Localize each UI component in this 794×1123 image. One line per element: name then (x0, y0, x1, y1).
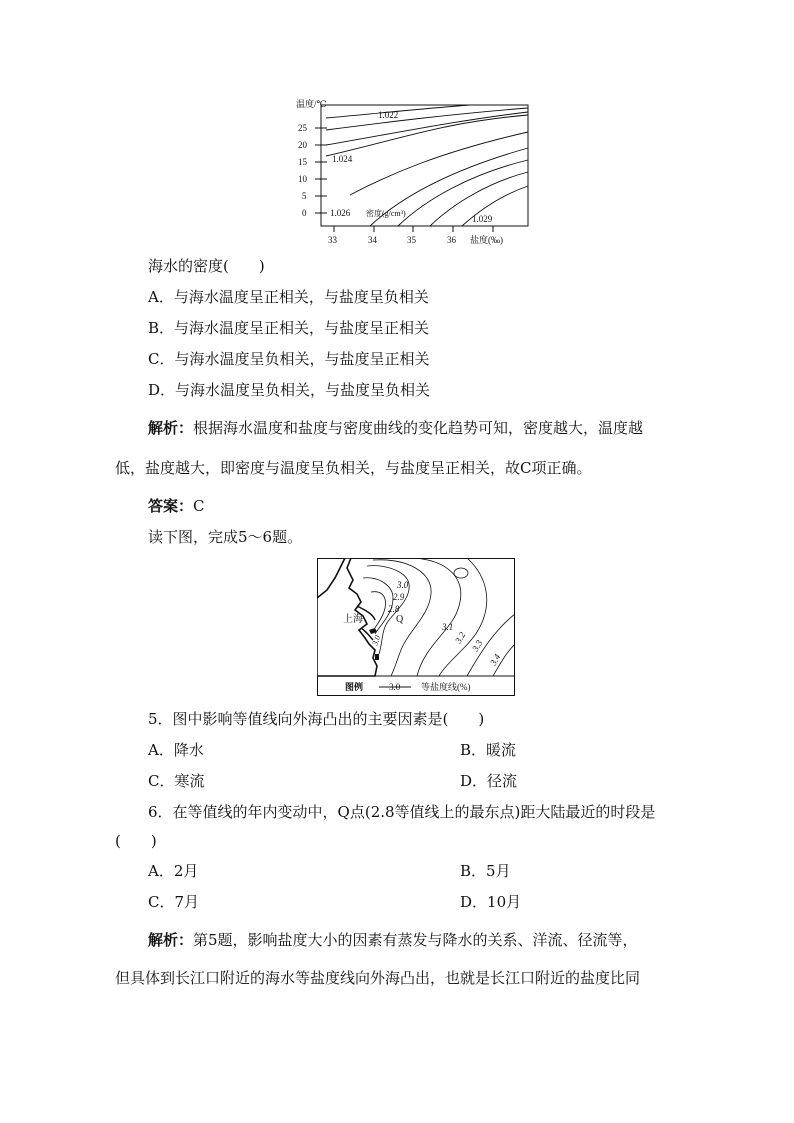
map-label-2-8: 2.8 (388, 604, 400, 614)
answer-label: 答案： (148, 497, 194, 515)
map-label-3-1: 3.1 (442, 622, 454, 632)
ytick-5: 5 (302, 191, 307, 201)
xlabel: 盐度(‰) (470, 235, 503, 245)
q6-stem-cont: ( ) (115, 832, 157, 850)
ytick-10: 10 (298, 174, 307, 184)
curve-label-1029: 1.029 (472, 214, 493, 224)
analysis-text: 根据海水温度和盐度与密度曲线的变化趋势可知，密度越大，温度越 (193, 419, 644, 437)
map-label-3-0a: 3.0 (397, 580, 409, 590)
chart-ylabel (296, 98, 327, 109)
density-legend: 密度(g/cm³) (366, 209, 406, 218)
isohaline-map (317, 558, 515, 696)
intro-5-6: 读下图，完成5～6题。 (148, 528, 303, 546)
q6-option-d: D．10月 (460, 893, 522, 911)
analysis56-line1 (148, 930, 638, 950)
q4-answer (148, 496, 205, 516)
density-curves (326, 105, 528, 226)
map-label-3-3: 3.3 (470, 638, 485, 653)
curve-label-1024: 1.024 (332, 154, 353, 164)
xtick-33: 33 (328, 235, 337, 245)
map-point-q: Q (396, 614, 404, 625)
legend-text: 等盐度线(%) (421, 682, 471, 692)
q5-option-a: A．降水 (148, 741, 204, 759)
map-city: 上海 (343, 614, 363, 625)
q6-option-c: C．7月 (148, 893, 200, 911)
svg-text:温度/℃: 温度/℃ (296, 99, 327, 109)
q4-option-a: A．与海水温度呈正相关，与盐度呈负相关 (148, 288, 429, 306)
legend-value: 3.0 (389, 682, 401, 692)
analysis56-text: 第5题，影响盐度大小的因素有蒸发与降水的关系、洋流、径流等， (193, 931, 638, 949)
ytick-15: 15 (298, 157, 307, 167)
analysis56-line2: 但具体到长江口附近的海水等盐度线向外海凸出，也就是长江口附近的盐度比同 (115, 969, 641, 987)
q4-analysis-line2: 低，盐度越大，即密度与温度呈负相关，与盐度呈正相关，故C项正确。 (115, 459, 592, 477)
q4-analysis-line1 (148, 418, 643, 438)
q5-option-d: D．径流 (460, 772, 518, 790)
ytick-20: 20 (298, 140, 307, 150)
q5-option-b: B．暖流 (460, 741, 517, 759)
q4-stem: 海水的密度( ) (148, 257, 265, 275)
q4-option-d: D．与海水温度呈负相关，与盐度呈负相关 (148, 381, 431, 399)
xtick-35: 35 (407, 235, 416, 245)
q5-stem: 5．图中影响等值线向外海凸出的主要因素是( ) (148, 710, 485, 728)
curve-label-1026: 1.026 (330, 208, 351, 218)
ytick-25: 25 (298, 123, 307, 133)
analysis56-label: 解析： (148, 931, 194, 949)
ytick-0: 0 (302, 208, 307, 218)
q4-option-b: B．与海水温度呈正相关，与盐度呈正相关 (148, 319, 430, 337)
legend-title: 图例 (345, 682, 364, 692)
map-label-3-0b: 3.0 (370, 634, 383, 647)
xtick-36: 36 (447, 235, 456, 245)
map-label-3-4: 3.4 (488, 652, 503, 667)
q5-option-c: C．寒流 (148, 772, 205, 790)
xtick-34: 34 (368, 235, 377, 245)
density-chart (290, 90, 550, 250)
x-axis (334, 226, 493, 232)
map-label-3-2: 3.2 (453, 630, 468, 645)
q6-option-b: B．5月 (460, 862, 511, 880)
curve-label-1022: 1.022 (378, 110, 399, 120)
plot-frame (321, 105, 528, 226)
analysis-label: 解析： (148, 419, 194, 437)
map-label-2-9: 2.9 (393, 592, 405, 602)
q4-option-c: C．与海水温度呈负相关，与盐度呈正相关 (148, 350, 430, 368)
answer-value: C (193, 497, 205, 515)
q6-option-a: A．2月 (148, 862, 199, 880)
q6-stem: 6．在等值线的年内变动中，Q点(2.8等值线上的最东点)距大陆最近的时段是 (148, 803, 656, 821)
